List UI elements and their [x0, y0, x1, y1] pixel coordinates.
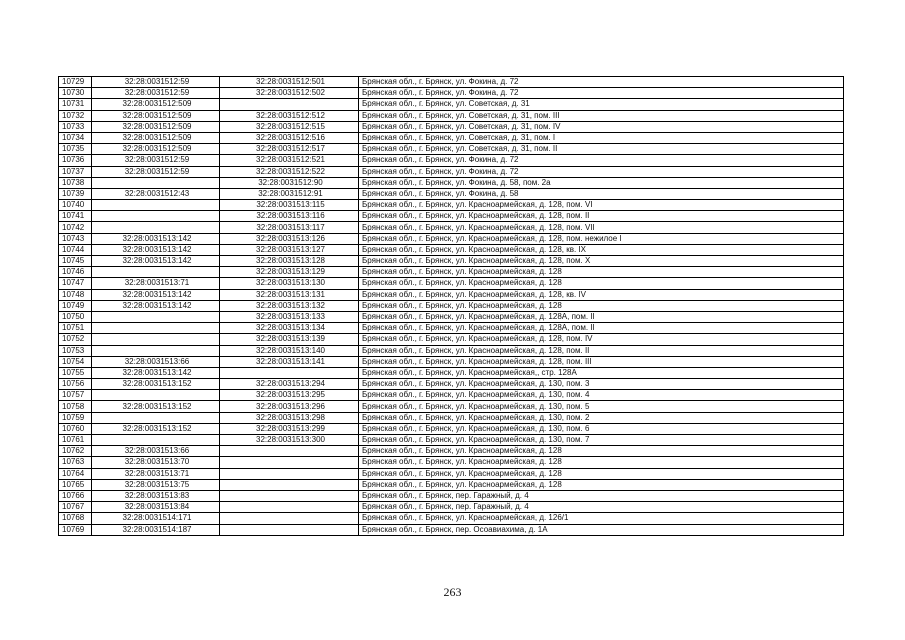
- address-cell: Брянская обл., г. Брянск, ул. Красноармейская, д. 128А, пом. II: [359, 323, 844, 334]
- property-registry-table: [58, 76, 844, 536]
- object-cadastral-number-cell: [220, 457, 359, 468]
- address-cell: Брянская обл., г. Брянск, ул. Красноармейская,, стр. 128А: [359, 367, 844, 378]
- address-cell: Брянская обл., г. Брянск, ул. Красноармейская, д. 130, пом. 4: [359, 390, 844, 401]
- row-number-cell: 10743: [59, 233, 92, 244]
- row-number-cell: 10752: [59, 334, 92, 345]
- row-number-cell: 10766: [59, 490, 92, 501]
- row-number-cell: 10759: [59, 412, 92, 423]
- table-row: [59, 334, 844, 345]
- table-row: [59, 144, 844, 155]
- object-cadastral-number-cell: 32:28:0031513:126: [220, 233, 359, 244]
- parcel-cadastral-number-cell: 32:28:0031513:84: [92, 502, 220, 513]
- object-cadastral-number-cell: 32:28:0031513:130: [220, 278, 359, 289]
- address-cell: Брянская обл., г. Брянск, ул. Советская, д. 31, пом. IV: [359, 121, 844, 132]
- address-cell: Брянская обл., г. Брянск, ул. Красноармейская, д. 130, пом. 7: [359, 435, 844, 446]
- table-row: [59, 200, 844, 211]
- row-number-cell: 10754: [59, 356, 92, 367]
- row-number-cell: 10757: [59, 390, 92, 401]
- object-cadastral-number-cell: 32:28:0031513:127: [220, 244, 359, 255]
- parcel-cadastral-number-cell: 32:28:0031513:142: [92, 289, 220, 300]
- parcel-cadastral-number-cell: 32:28:0031513:152: [92, 401, 220, 412]
- parcel-cadastral-number-cell: [92, 211, 220, 222]
- address-cell: Брянская обл., г. Брянск, ул. Советская, д. 31, пом. II: [359, 144, 844, 155]
- row-number-cell: 10729: [59, 77, 92, 88]
- parcel-cadastral-number-cell: 32:28:0031512:43: [92, 188, 220, 199]
- object-cadastral-number-cell: 32:28:0031512:91: [220, 188, 359, 199]
- row-number-cell: 10744: [59, 244, 92, 255]
- object-cadastral-number-cell: 32:28:0031513:300: [220, 435, 359, 446]
- row-number-cell: 10758: [59, 401, 92, 412]
- table-row: [59, 99, 844, 110]
- object-cadastral-number-cell: [220, 468, 359, 479]
- row-number-cell: 10768: [59, 513, 92, 524]
- parcel-cadastral-number-cell: [92, 435, 220, 446]
- parcel-cadastral-number-cell: 32:28:0031513:71: [92, 468, 220, 479]
- object-cadastral-number-cell: 32:28:0031512:522: [220, 166, 359, 177]
- page-number: 263: [443, 585, 462, 599]
- object-cadastral-number-cell: 32:28:0031513:131: [220, 289, 359, 300]
- table-row: [59, 446, 844, 457]
- table-row: [59, 367, 844, 378]
- object-cadastral-number-cell: 32:28:0031513:117: [220, 222, 359, 233]
- parcel-cadastral-number-cell: 32:28:0031513:142: [92, 256, 220, 267]
- table-row: [59, 88, 844, 99]
- parcel-cadastral-number-cell: 32:28:0031513:152: [92, 423, 220, 434]
- row-number-cell: 10760: [59, 423, 92, 434]
- parcel-cadastral-number-cell: [92, 177, 220, 188]
- row-number-cell: 10730: [59, 88, 92, 99]
- object-cadastral-number-cell: [220, 446, 359, 457]
- address-cell: Брянская обл., г. Брянск, ул. Красноармейская, д. 128: [359, 479, 844, 490]
- address-cell: Брянская обл., г. Брянск, ул. Красноармейская, д. 126/1: [359, 513, 844, 524]
- row-number-cell: 10751: [59, 323, 92, 334]
- address-cell: Брянская обл., г. Брянск, ул. Красноармейская, д. 128, пом. II: [359, 211, 844, 222]
- row-number-cell: 10764: [59, 468, 92, 479]
- parcel-cadastral-number-cell: 32:28:0031514:171: [92, 513, 220, 524]
- object-cadastral-number-cell: 32:28:0031512:90: [220, 177, 359, 188]
- parcel-cadastral-number-cell: [92, 200, 220, 211]
- table-row: [59, 356, 844, 367]
- table-row: [59, 490, 844, 501]
- parcel-cadastral-number-cell: 32:28:0031513:70: [92, 457, 220, 468]
- row-number-cell: 10750: [59, 311, 92, 322]
- row-number-cell: 10731: [59, 99, 92, 110]
- table-row: [59, 177, 844, 188]
- parcel-cadastral-number-cell: 32:28:0031513:66: [92, 446, 220, 457]
- table-row: [59, 110, 844, 121]
- parcel-cadastral-number-cell: 32:28:0031512:509: [92, 110, 220, 121]
- row-number-cell: 10767: [59, 502, 92, 513]
- parcel-cadastral-number-cell: 32:28:0031512:509: [92, 144, 220, 155]
- row-number-cell: 10745: [59, 256, 92, 267]
- parcel-cadastral-number-cell: 32:28:0031513:142: [92, 244, 220, 255]
- object-cadastral-number-cell: 32:28:0031512:512: [220, 110, 359, 121]
- parcel-cadastral-number-cell: 32:28:0031514:187: [92, 524, 220, 535]
- address-cell: Брянская обл., г. Брянск, ул. Красноармейская, д. 128, кв. IX: [359, 244, 844, 255]
- parcel-cadastral-number-cell: 32:28:0031512:59: [92, 77, 220, 88]
- parcel-cadastral-number-cell: 32:28:0031513:75: [92, 479, 220, 490]
- address-cell: Брянская обл., г. Брянск, ул. Красноармейская, д. 128: [359, 267, 844, 278]
- address-cell: Брянская обл., г. Брянск, ул. Фокина, д. 72: [359, 166, 844, 177]
- object-cadastral-number-cell: 32:28:0031513:139: [220, 334, 359, 345]
- address-cell: Брянская обл., г. Брянск, ул. Красноармейская, д. 130, пом. 6: [359, 423, 844, 434]
- row-number-cell: 10742: [59, 222, 92, 233]
- object-cadastral-number-cell: [220, 524, 359, 535]
- row-number-cell: 10763: [59, 457, 92, 468]
- address-cell: Брянская обл., г. Брянск, ул. Фокина, д. 72: [359, 88, 844, 99]
- parcel-cadastral-number-cell: 32:28:0031513:142: [92, 300, 220, 311]
- table-row: [59, 77, 844, 88]
- row-number-cell: 10746: [59, 267, 92, 278]
- object-cadastral-number-cell: 32:28:0031512:516: [220, 132, 359, 143]
- object-cadastral-number-cell: 32:28:0031513:298: [220, 412, 359, 423]
- parcel-cadastral-number-cell: 32:28:0031513:83: [92, 490, 220, 501]
- address-cell: Брянская обл., г. Брянск, пер. Гаражный, д. 4: [359, 490, 844, 501]
- table-row: [59, 323, 844, 334]
- object-cadastral-number-cell: 32:28:0031512:517: [220, 144, 359, 155]
- table-row: [59, 233, 844, 244]
- row-number-cell: 10734: [59, 132, 92, 143]
- address-cell: Брянская обл., г. Брянск, пер. Осоавиахима, д. 1А: [359, 524, 844, 535]
- table-row: [59, 289, 844, 300]
- row-number-cell: 10736: [59, 155, 92, 166]
- table-row: [59, 244, 844, 255]
- object-cadastral-number-cell: 32:28:0031512:515: [220, 121, 359, 132]
- row-number-cell: 10769: [59, 524, 92, 535]
- table-row: [59, 222, 844, 233]
- object-cadastral-number-cell: 32:28:0031513:129: [220, 267, 359, 278]
- parcel-cadastral-number-cell: 32:28:0031513:152: [92, 379, 220, 390]
- table-row: [59, 412, 844, 423]
- table-row: [59, 423, 844, 434]
- object-cadastral-number-cell: 32:28:0031513:295: [220, 390, 359, 401]
- address-cell: Брянская обл., г. Брянск, ул. Красноармейская, д. 128: [359, 468, 844, 479]
- parcel-cadastral-number-cell: 32:28:0031512:509: [92, 132, 220, 143]
- object-cadastral-number-cell: [220, 513, 359, 524]
- table-row: [59, 132, 844, 143]
- parcel-cadastral-number-cell: 32:28:0031512:509: [92, 121, 220, 132]
- parcel-cadastral-number-cell: 32:28:0031513:66: [92, 356, 220, 367]
- object-cadastral-number-cell: 32:28:0031513:134: [220, 323, 359, 334]
- table-row: [59, 188, 844, 199]
- object-cadastral-number-cell: 32:28:0031513:140: [220, 345, 359, 356]
- address-cell: Брянская обл., г. Брянск, ул. Красноармейская, д. 128: [359, 446, 844, 457]
- object-cadastral-number-cell: 32:28:0031513:115: [220, 200, 359, 211]
- row-number-cell: 10739: [59, 188, 92, 199]
- parcel-cadastral-number-cell: [92, 412, 220, 423]
- parcel-cadastral-number-cell: [92, 311, 220, 322]
- row-number-cell: 10749: [59, 300, 92, 311]
- address-cell: Брянская обл., г. Брянск, ул. Фокина, д. 72: [359, 77, 844, 88]
- address-cell: Брянская обл., г. Брянск, ул. Советская, д. 31, пом. III: [359, 110, 844, 121]
- table-row: [59, 256, 844, 267]
- object-cadastral-number-cell: 32:28:0031512:521: [220, 155, 359, 166]
- parcel-cadastral-number-cell: [92, 267, 220, 278]
- parcel-cadastral-number-cell: [92, 390, 220, 401]
- object-cadastral-number-cell: 32:28:0031513:141: [220, 356, 359, 367]
- address-cell: Брянская обл., г. Брянск, ул. Красноармейская, д. 130, пом. 2: [359, 412, 844, 423]
- row-number-cell: 10747: [59, 278, 92, 289]
- address-cell: Брянская обл., г. Брянск, ул. Красноармейская, д. 128, пом. VII: [359, 222, 844, 233]
- row-number-cell: 10738: [59, 177, 92, 188]
- table-row: [59, 278, 844, 289]
- address-cell: Брянская обл., г. Брянск, ул. Советская, д. 31: [359, 99, 844, 110]
- table-row: [59, 121, 844, 132]
- row-number-cell: 10765: [59, 479, 92, 490]
- parcel-cadastral-number-cell: [92, 334, 220, 345]
- row-number-cell: 10762: [59, 446, 92, 457]
- address-cell: Брянская обл., г. Брянск, ул. Красноармейская, д. 130, пом. 3: [359, 379, 844, 390]
- parcel-cadastral-number-cell: [92, 345, 220, 356]
- parcel-cadastral-number-cell: 32:28:0031513:71: [92, 278, 220, 289]
- address-cell: Брянская обл., г. Брянск, ул. Красноармейская, д. 128А, пом. II: [359, 311, 844, 322]
- address-cell: Брянская обл., г. Брянск, ул. Фокина, д. 58: [359, 188, 844, 199]
- table-row: [59, 300, 844, 311]
- row-number-cell: 10756: [59, 379, 92, 390]
- row-number-cell: 10753: [59, 345, 92, 356]
- registry-table-body: [59, 77, 844, 536]
- parcel-cadastral-number-cell: [92, 222, 220, 233]
- object-cadastral-number-cell: [220, 502, 359, 513]
- address-cell: Брянская обл., г. Брянск, ул. Красноармейская, д. 128, кв. IV: [359, 289, 844, 300]
- table-row: [59, 435, 844, 446]
- address-cell: Брянская обл., г. Брянск, ул. Советская, д. 31, пом. I: [359, 132, 844, 143]
- object-cadastral-number-cell: 32:28:0031513:299: [220, 423, 359, 434]
- row-number-cell: 10733: [59, 121, 92, 132]
- parcel-cadastral-number-cell: 32:28:0031512:59: [92, 155, 220, 166]
- table-row: [59, 513, 844, 524]
- address-cell: Брянская обл., г. Брянск, ул. Красноармейская, д. 128, пом. II: [359, 345, 844, 356]
- object-cadastral-number-cell: [220, 99, 359, 110]
- object-cadastral-number-cell: [220, 490, 359, 501]
- address-cell: Брянская обл., г. Брянск, ул. Красноармейская, д. 128: [359, 457, 844, 468]
- object-cadastral-number-cell: 32:28:0031513:128: [220, 256, 359, 267]
- address-cell: Брянская обл., г. Брянск, пер. Гаражный, д. 4: [359, 502, 844, 513]
- address-cell: Брянская обл., г. Брянск, ул. Красноармейская, д. 128, пом. X: [359, 256, 844, 267]
- object-cadastral-number-cell: 32:28:0031513:132: [220, 300, 359, 311]
- row-number-cell: 10737: [59, 166, 92, 177]
- object-cadastral-number-cell: 32:28:0031513:116: [220, 211, 359, 222]
- address-cell: Брянская обл., г. Брянск, ул. Красноармейская, д. 130, пом. 5: [359, 401, 844, 412]
- table-row: [59, 457, 844, 468]
- object-cadastral-number-cell: [220, 367, 359, 378]
- parcel-cadastral-number-cell: 32:28:0031512:59: [92, 88, 220, 99]
- table-row: [59, 401, 844, 412]
- parcel-cadastral-number-cell: [92, 323, 220, 334]
- row-number-cell: 10741: [59, 211, 92, 222]
- parcel-cadastral-number-cell: 32:28:0031513:142: [92, 233, 220, 244]
- address-cell: Брянская обл., г. Брянск, ул. Красноармейская, д. 128, пом. III: [359, 356, 844, 367]
- row-number-cell: 10740: [59, 200, 92, 211]
- row-number-cell: 10732: [59, 110, 92, 121]
- object-cadastral-number-cell: 32:28:0031512:502: [220, 88, 359, 99]
- table-row: [59, 311, 844, 322]
- table-row: [59, 211, 844, 222]
- table-row: [59, 379, 844, 390]
- object-cadastral-number-cell: 32:28:0031513:294: [220, 379, 359, 390]
- table-row: [59, 267, 844, 278]
- table-row: [59, 155, 844, 166]
- object-cadastral-number-cell: 32:28:0031512:501: [220, 77, 359, 88]
- table-row: [59, 502, 844, 513]
- table-row: [59, 345, 844, 356]
- address-cell: Брянская обл., г. Брянск, ул. Фокина, д. 72: [359, 155, 844, 166]
- row-number-cell: 10755: [59, 367, 92, 378]
- address-cell: Брянская обл., г. Брянск, ул. Фокина, д. 58, пом. 2а: [359, 177, 844, 188]
- object-cadastral-number-cell: 32:28:0031513:296: [220, 401, 359, 412]
- table-row: [59, 166, 844, 177]
- table-row: [59, 390, 844, 401]
- row-number-cell: 10735: [59, 144, 92, 155]
- address-cell: Брянская обл., г. Брянск, ул. Красноармейская, д. 128: [359, 278, 844, 289]
- parcel-cadastral-number-cell: 32:28:0031512:59: [92, 166, 220, 177]
- table-row: [59, 524, 844, 535]
- object-cadastral-number-cell: [220, 479, 359, 490]
- address-cell: Брянская обл., г. Брянск, ул. Красноармейская, д. 128: [359, 300, 844, 311]
- row-number-cell: 10761: [59, 435, 92, 446]
- address-cell: Брянская обл., г. Брянск, ул. Красноармейская, д. 128, пом. IV: [359, 334, 844, 345]
- row-number-cell: 10748: [59, 289, 92, 300]
- parcel-cadastral-number-cell: 32:28:0031513:142: [92, 367, 220, 378]
- parcel-cadastral-number-cell: 32:28:0031512:509: [92, 99, 220, 110]
- address-cell: Брянская обл., г. Брянск, ул. Красноармейская, д. 128, пом. VI: [359, 200, 844, 211]
- object-cadastral-number-cell: 32:28:0031513:133: [220, 311, 359, 322]
- address-cell: Брянская обл., г. Брянск, ул. Красноармейская, д. 128, пом. нежилое I: [359, 233, 844, 244]
- table-row: [59, 479, 844, 490]
- table-row: [59, 468, 844, 479]
